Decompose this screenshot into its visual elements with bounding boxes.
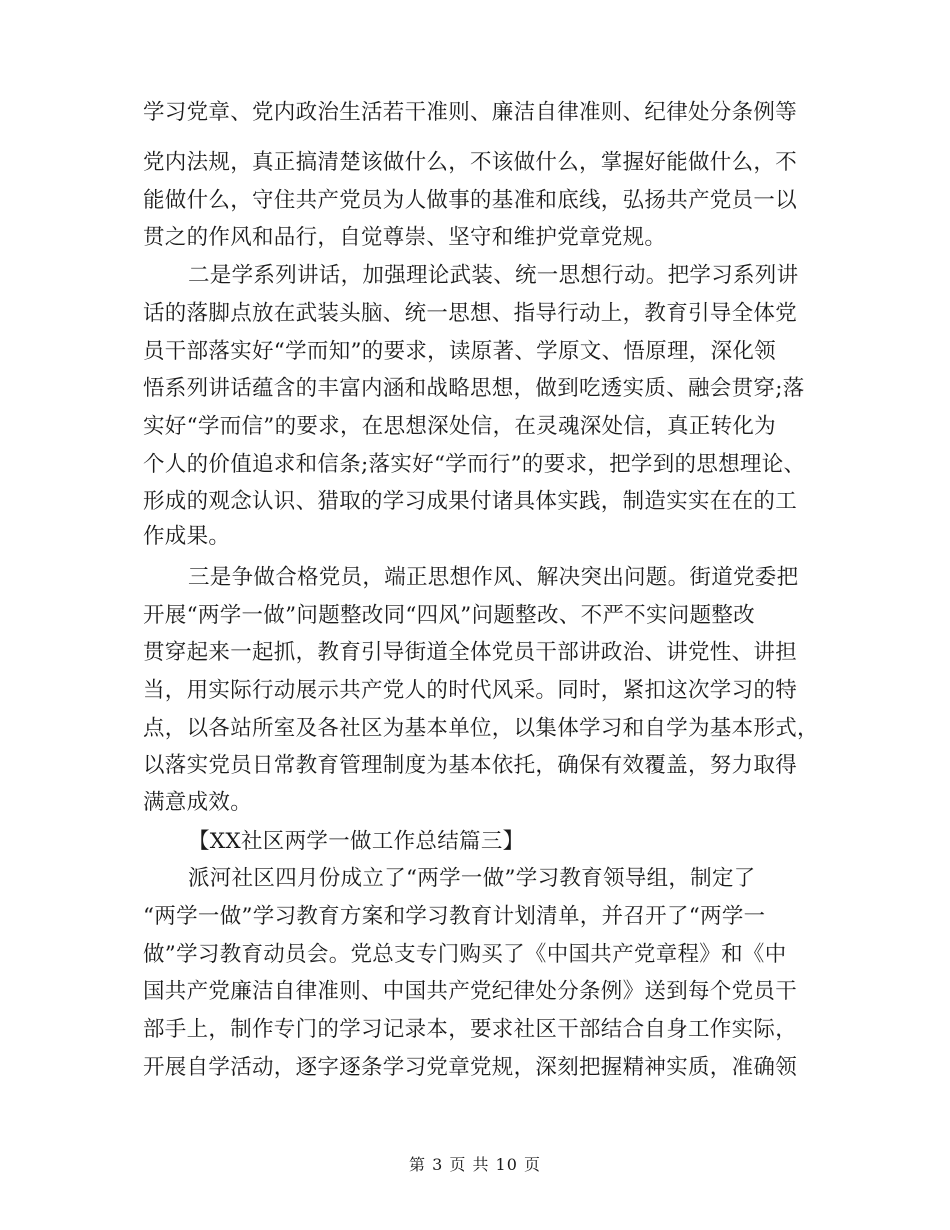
body-text-line: 点，以各站所室及各社区为基本单位，以集体学习和自学为基本形式， [143,716,819,741]
body-text-line: 能做什么，守住共产党员为人做事的基准和底线，弘扬共产党员一以 [143,188,798,213]
body-text-line: 党内法规，真正搞清楚该做什么，不该做什么，掌握好能做什么，不 [143,150,798,175]
body-text-line: 满意成效。 [143,790,253,815]
body-text-line: 作成果。 [143,524,231,549]
body-text-line: 贯之的作风和品行，自觉尊崇、坚守和维护党章党规。 [143,225,667,250]
body-text-line: 实好“学而信”的要求，在思想深处信，在灵魂深处信，真正转化为 [143,414,776,439]
body-text-line: 员干部落实好“学而知”的要求，读原著、学原文、悟原理，深化领 [143,339,776,364]
body-text-line: 话的落脚点放在武装头脑、统一思想、指导行动上，教育引导全体党 [143,301,798,326]
body-text-line: 派河社区四月份成立了“两学一做”学习教育领导组，制定了 [188,866,756,891]
body-text-line: 部手上，制作专门的学习记录本，要求社区干部结合自身工作实际， [143,1017,798,1042]
paragraph-heading-line: 三是争做合格党员，端正思想作风、解决突出问题。街道党委把 [188,565,799,590]
body-text-line: 国共产党廉洁自律准则、中国共产党纪律处分条例》送到每个党员干 [143,979,798,1004]
page-number-footer: 第 3 页 共 10 页 [409,1155,541,1174]
body-text-line: 开展“两学一做”问题整改同“四风”问题整改、不严不实问题整改 [143,603,755,628]
body-text-line: 贯穿起来一起抓，教育引导街道全体党员干部讲政治、讲党性、讲担 [143,640,798,665]
body-text-line: 形成的观念认识、猎取的学习成果付诸具体实践，制造实实在在的工 [143,489,798,514]
body-text-line: 学习党章、党内政治生活若干准则、廉洁自律准则、纪律处分条例等 [143,100,798,125]
body-text-line: 悟系列讲话蕴含的丰富内涵和战略思想，做到吃透实质、融会贯穿;落 [143,376,805,401]
body-text-line: 个人的价值追求和信条;落实好“学而行”的要求，把学到的思想理论、 [143,452,806,477]
section-title: 【XX社区两学一做工作总结篇三】 [188,829,525,854]
body-text-line: “两学一做”学习教育方案和学习教育计划清单，并召开了“两学一 [143,904,766,929]
paragraph-heading-line: 二是学系列讲话，加强理论武装、统一思想行动。把学习系列讲 [188,263,799,288]
body-text-line: 做”学习教育动员会。党总支专门购买了《中国共产党章程》和《中 [143,942,787,967]
body-text-line: 以落实党员日常教育管理制度为基本依托，确保有效覆盖，努力取得 [143,753,798,778]
body-text-line: 开展自学活动，逐字逐条学习党章党规，深刻把握精神实质，准确领 [143,1055,798,1080]
body-text-line: 当，用实际行动展示共产党人的时代风采。同时，紧扣这次学习的特 [143,678,798,703]
